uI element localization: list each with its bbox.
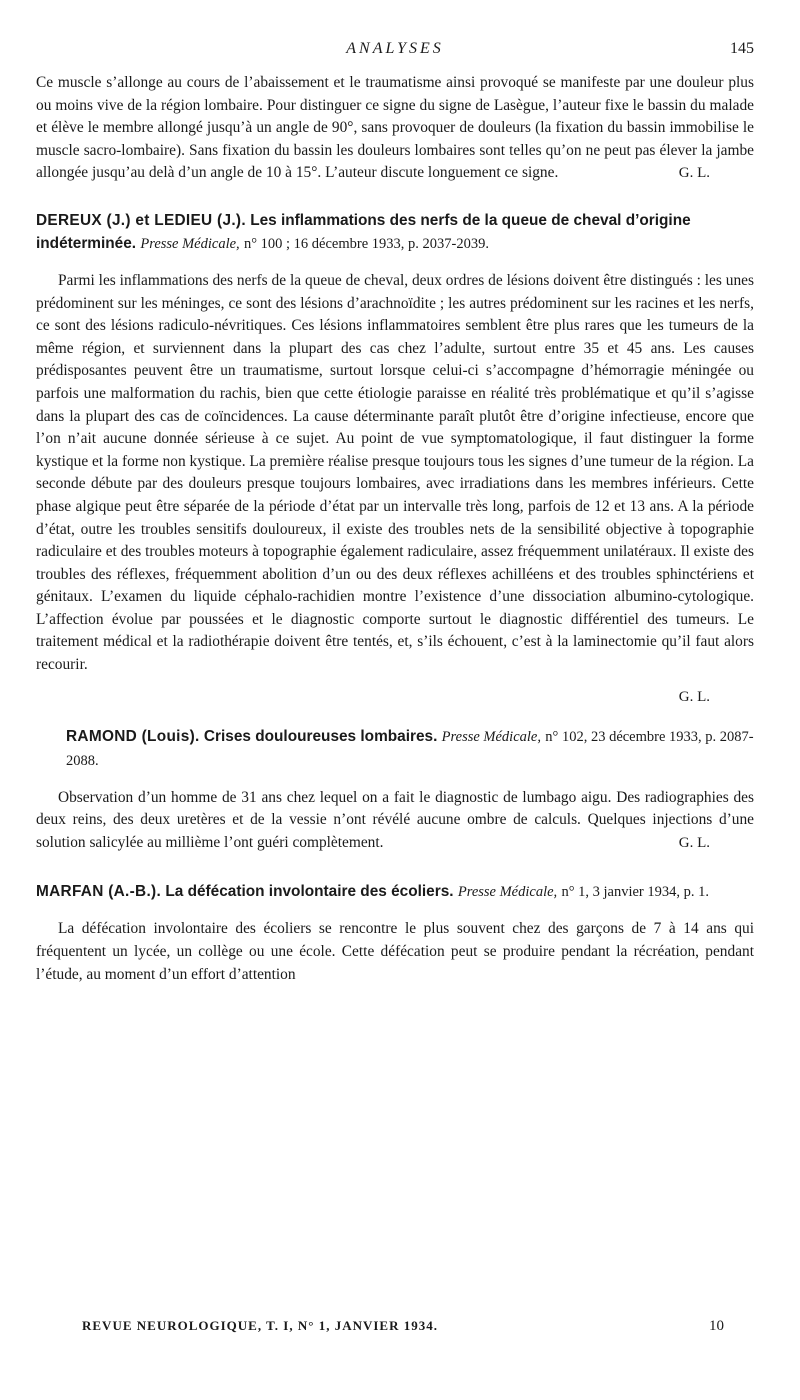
- article-heading: [36, 725, 754, 773]
- article-heading: [36, 209, 754, 256]
- intro-paragraph: [36, 72, 754, 185]
- article-source: Presse Médicale,: [140, 235, 240, 252]
- article-body: [36, 270, 754, 677]
- article-dereux-ledieu: [36, 209, 754, 709]
- intro-text: Ce muscle s’allonge au cours de l’abaissement et le traumatisme ainsi provoqué se manifeste par une douleur plus ou moins vive de la région lombaire. Pour distinguer ce signe du signe de Lasègue, l’auteur fixe le bassin du malade et élève le membre allongé jusqu’à un angle de 90°, sans provoquer de douleurs (la fixation du bassin immobilise le muscle sacro-lombaire). Sans fixation du bassin les douleurs lombaires sont telles qu’on ne peut pas élever la jambe allongée jusqu’au delà d’un angle de 10 à 15°. L’auteur discute longuement ce signe.: [36, 74, 754, 182]
- article-citation: n° 102, 23 décembre 1933, p. 2087-2088.: [66, 728, 754, 769]
- article-ramond: [36, 725, 754, 855]
- article-body: [36, 918, 754, 986]
- footer-journal: REVUE NEUROLOGIQUE, T. I, N° 1, JANVIER 1934.: [82, 1318, 438, 1333]
- running-head: [36, 38, 754, 68]
- article-marfan: [36, 880, 754, 986]
- running-head-title: ANALYSES: [346, 40, 444, 57]
- article-signature: G. L.: [678, 834, 710, 851]
- article-body-text: La défécation involontaire des écoliers se rencontre le plus souvent chez des garçons de 7 à 14 ans qui fréquentent un lycée, un collège ou une école. Cette défécation peut se produire pendant la récréation, pendant l’étude, au moment d’un effort d’attention: [36, 920, 754, 983]
- article-title: La défécation involontaire des écoliers.: [165, 883, 454, 901]
- page-number: 145: [730, 40, 754, 57]
- article-source: Presse Médicale,: [457, 884, 558, 901]
- page-footer: [36, 1318, 754, 1340]
- article-citation: n° 100 ; 16 décembre 1933, p. 2037-2039.: [243, 235, 489, 252]
- article-title: Crises douloureuses lombaires.: [203, 727, 438, 745]
- article-title: Les inflammations des nerfs de la queue de cheval d’origine indéterminée.: [36, 211, 691, 252]
- article-source: Presse Médicale,: [441, 728, 541, 745]
- article-body-text: Parmi les inflammations des nerfs de la queue de cheval, deux ordres de lésions doivent être distingués : les unes prédominent sur les méninges, ce sont des lésions d’arachnoïdite ; les autres prédominent sur les racines et les nerfs, ce sont des lésions radiculo-névritiques. Ces lésions inflammatoires semblent être plus rares que les tumeurs de la même région, et surviennent dans la plupart des cas chez l’adulte, surtout entre 35 et 45 ans. Les causes prédisposantes peuvent être un traumatisme, surtout lorsque celui-ci s’accompagne d’hémorragie méningée ou parfois une malformation du rachis, bien que cette étiologie paraisse en réalité très problématique et qu’il s’agisse dans la plupart des cas de coïncidences. La cause déterminante paraît plutôt être d’origine infectieuse, encore que l’on n’ait aucune donnée sérieuse à ce sujet. Au point de vue symptomatologique, il faut distinguer la forme kystique et la forme non kystique. La première réalise presque toujours tous les signes d’une tumeur de la région. La seconde débute par des douleurs presque toujours lombaires, avec irradiations dans les membres inférieurs. Cette phase algique peut être séparée de la période d’état par un intervalle très long, parfois de 12 et 13 ans. A la période d’état, outre les troubles sensitifs douloureux, il existe des troubles nets de la sensibilité objective à topographie radiculaire et des troubles moteurs à topographie également radiculaire, assez fréquemment unilatéraux. Il existe des troubles des réflexes, fréquemment abolition d’un ou des deux réflexes achilléens et des troubles sphinctériens et génitaux. L’examen du liquide céphalo-rachidien montre l’existence d’une dissociation albumino-cytologique. L’affection évolue par poussées et le diagnostic comporte surtout le diagnostic différentiel des tumeurs. Le traitement médical et la radiothérapie doivent être tentés, et, s’ils échouent, c’est à la laminectomie qu’il faut alors recourir.: [36, 271, 754, 674]
- article-heading: [36, 880, 754, 904]
- article-authors: MARFAN (A.-B.).: [36, 883, 162, 901]
- article-body-text: Observation d’un homme de 31 ans chez lequel on a fait le diagnostic de lumbago aigu. Des radiographies des deux reins, des deux uretères et de la vessie n’ont révélé aucune ombre de calculs. Quelques injections d’une solution salicylée au millième l’ont guéri complètement.: [36, 788, 754, 851]
- footer-sheet-number: 10: [709, 1318, 724, 1334]
- intro-signature: G. L.: [678, 165, 710, 182]
- article-authors: RAMOND (Louis).: [66, 727, 200, 745]
- article-body: [36, 787, 754, 855]
- article-signature: G. L.: [678, 688, 710, 705]
- article-citation: n° 1, 3 janvier 1934, p. 1.: [561, 884, 710, 901]
- article-authors: DEREUX (J.) et LEDIEU (J.).: [36, 211, 246, 229]
